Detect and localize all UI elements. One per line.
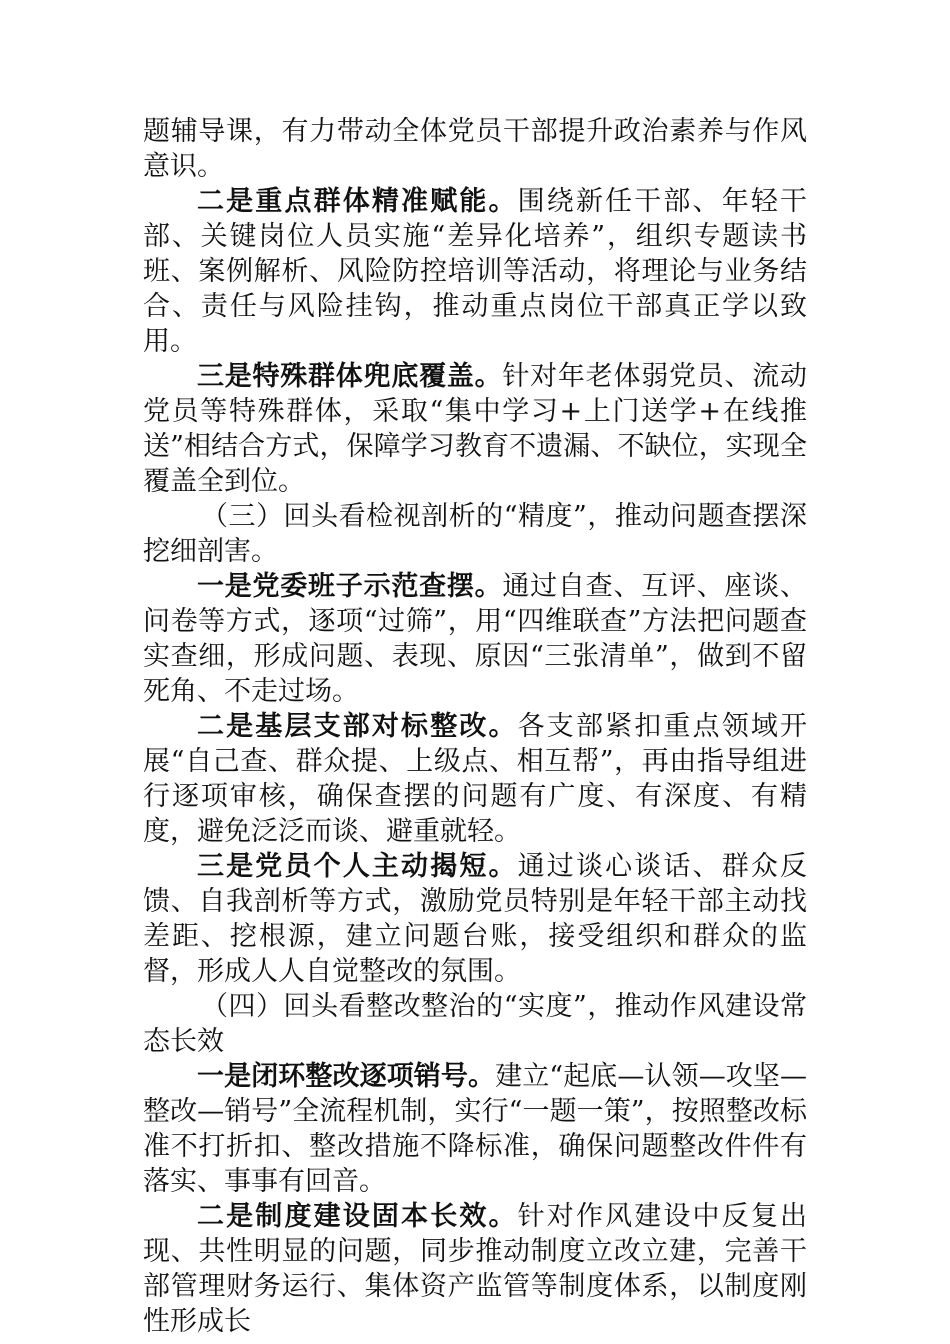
paragraph-text: 围绕新任干部、年轻干部、关键岗位人员实施“差异化培养”，组织专题读书班、案例解析、风险防控培训等活动，将理论与业务结合、责任与风险挂钩，推动重点岗位干部真正学以致用。 xyxy=(143,186,808,357)
paragraph-item xyxy=(143,1199,807,1339)
document-body xyxy=(143,114,807,1339)
paragraph-lead: 三是党员个人主动揭短。 xyxy=(197,851,518,882)
paragraph-continuation xyxy=(143,114,807,184)
paragraph-item xyxy=(143,569,807,709)
paragraph-text: 通过自查、互评、座谈、问卷等方式，逐项“过筛”，用“四维联查”方法把问题查实查细，形成问题、表现、原因“三张清单”，做到不留死角、不走过场。 xyxy=(143,571,808,707)
paragraph-lead: 一是闭环整改逐项销号。 xyxy=(197,1061,496,1092)
paragraph-text: 各支部紧扣重点领域开展“自己查、群众提、上级点、相互帮”，再由指导组进行逐项审核，确保查摆的问题有广度、有深度、有精度，避免泛泛而谈、避重就轻。 xyxy=(143,711,808,847)
paragraph-text: 建立“起底—认领—攻坚—整改—销号”全流程机制，实行“一题一策”，按照整改标准不打折扣、整改措施不降标准，确保问题整改件件有落实、事事有回音。 xyxy=(143,1061,807,1197)
paragraph-text: 针对作风建设中反复出现、共性明显的问题，同步推动制度立改立建，完善干部管理财务运行、集体资产监管等制度体系，以制度刚性形成长 xyxy=(143,1201,808,1337)
paragraph-item xyxy=(143,1059,807,1199)
section-heading xyxy=(143,989,807,1059)
paragraph-lead: 一是党委班子示范查摆。 xyxy=(197,571,503,602)
paragraph-lead: 二是制度建设固本长效。 xyxy=(197,1201,518,1232)
paragraph-text: 针对年老体弱党员、流动党员等特殊群体，采取“集中学习+上门送学+在线推送”相结合方式，保障学习教育不遗漏、不缺位，实现全覆盖全到位。 xyxy=(143,361,808,497)
paragraph-item xyxy=(143,359,807,499)
paragraph-lead: 二是重点群体精准赋能。 xyxy=(197,186,518,217)
paragraph-item xyxy=(143,184,807,359)
paragraph-lead: 二是基层支部对标整改。 xyxy=(197,711,518,742)
heading-text: （三）回头看检视剖析的“精度”，推动问题查摆深挖细剖害。 xyxy=(143,501,807,567)
paragraph-text: 题辅导课，有力带动全体党员干部提升政治素养与作风意识。 xyxy=(143,116,807,182)
paragraph-item xyxy=(143,709,807,849)
section-heading xyxy=(143,499,807,569)
paragraph-text: 通过谈心谈话、群众反馈、自我剖析等方式，激励党员特别是年轻干部主动找差距、挖根源，建立问题台账，接受组织和群众的监督，形成人人自觉整改的氛围。 xyxy=(143,851,808,987)
paragraph-lead: 三是特殊群体兜底覆盖。 xyxy=(197,361,503,392)
heading-text: （四）回头看整改整治的“实度”，推动作风建设常态长效 xyxy=(143,991,807,1057)
paragraph-item xyxy=(143,849,807,989)
